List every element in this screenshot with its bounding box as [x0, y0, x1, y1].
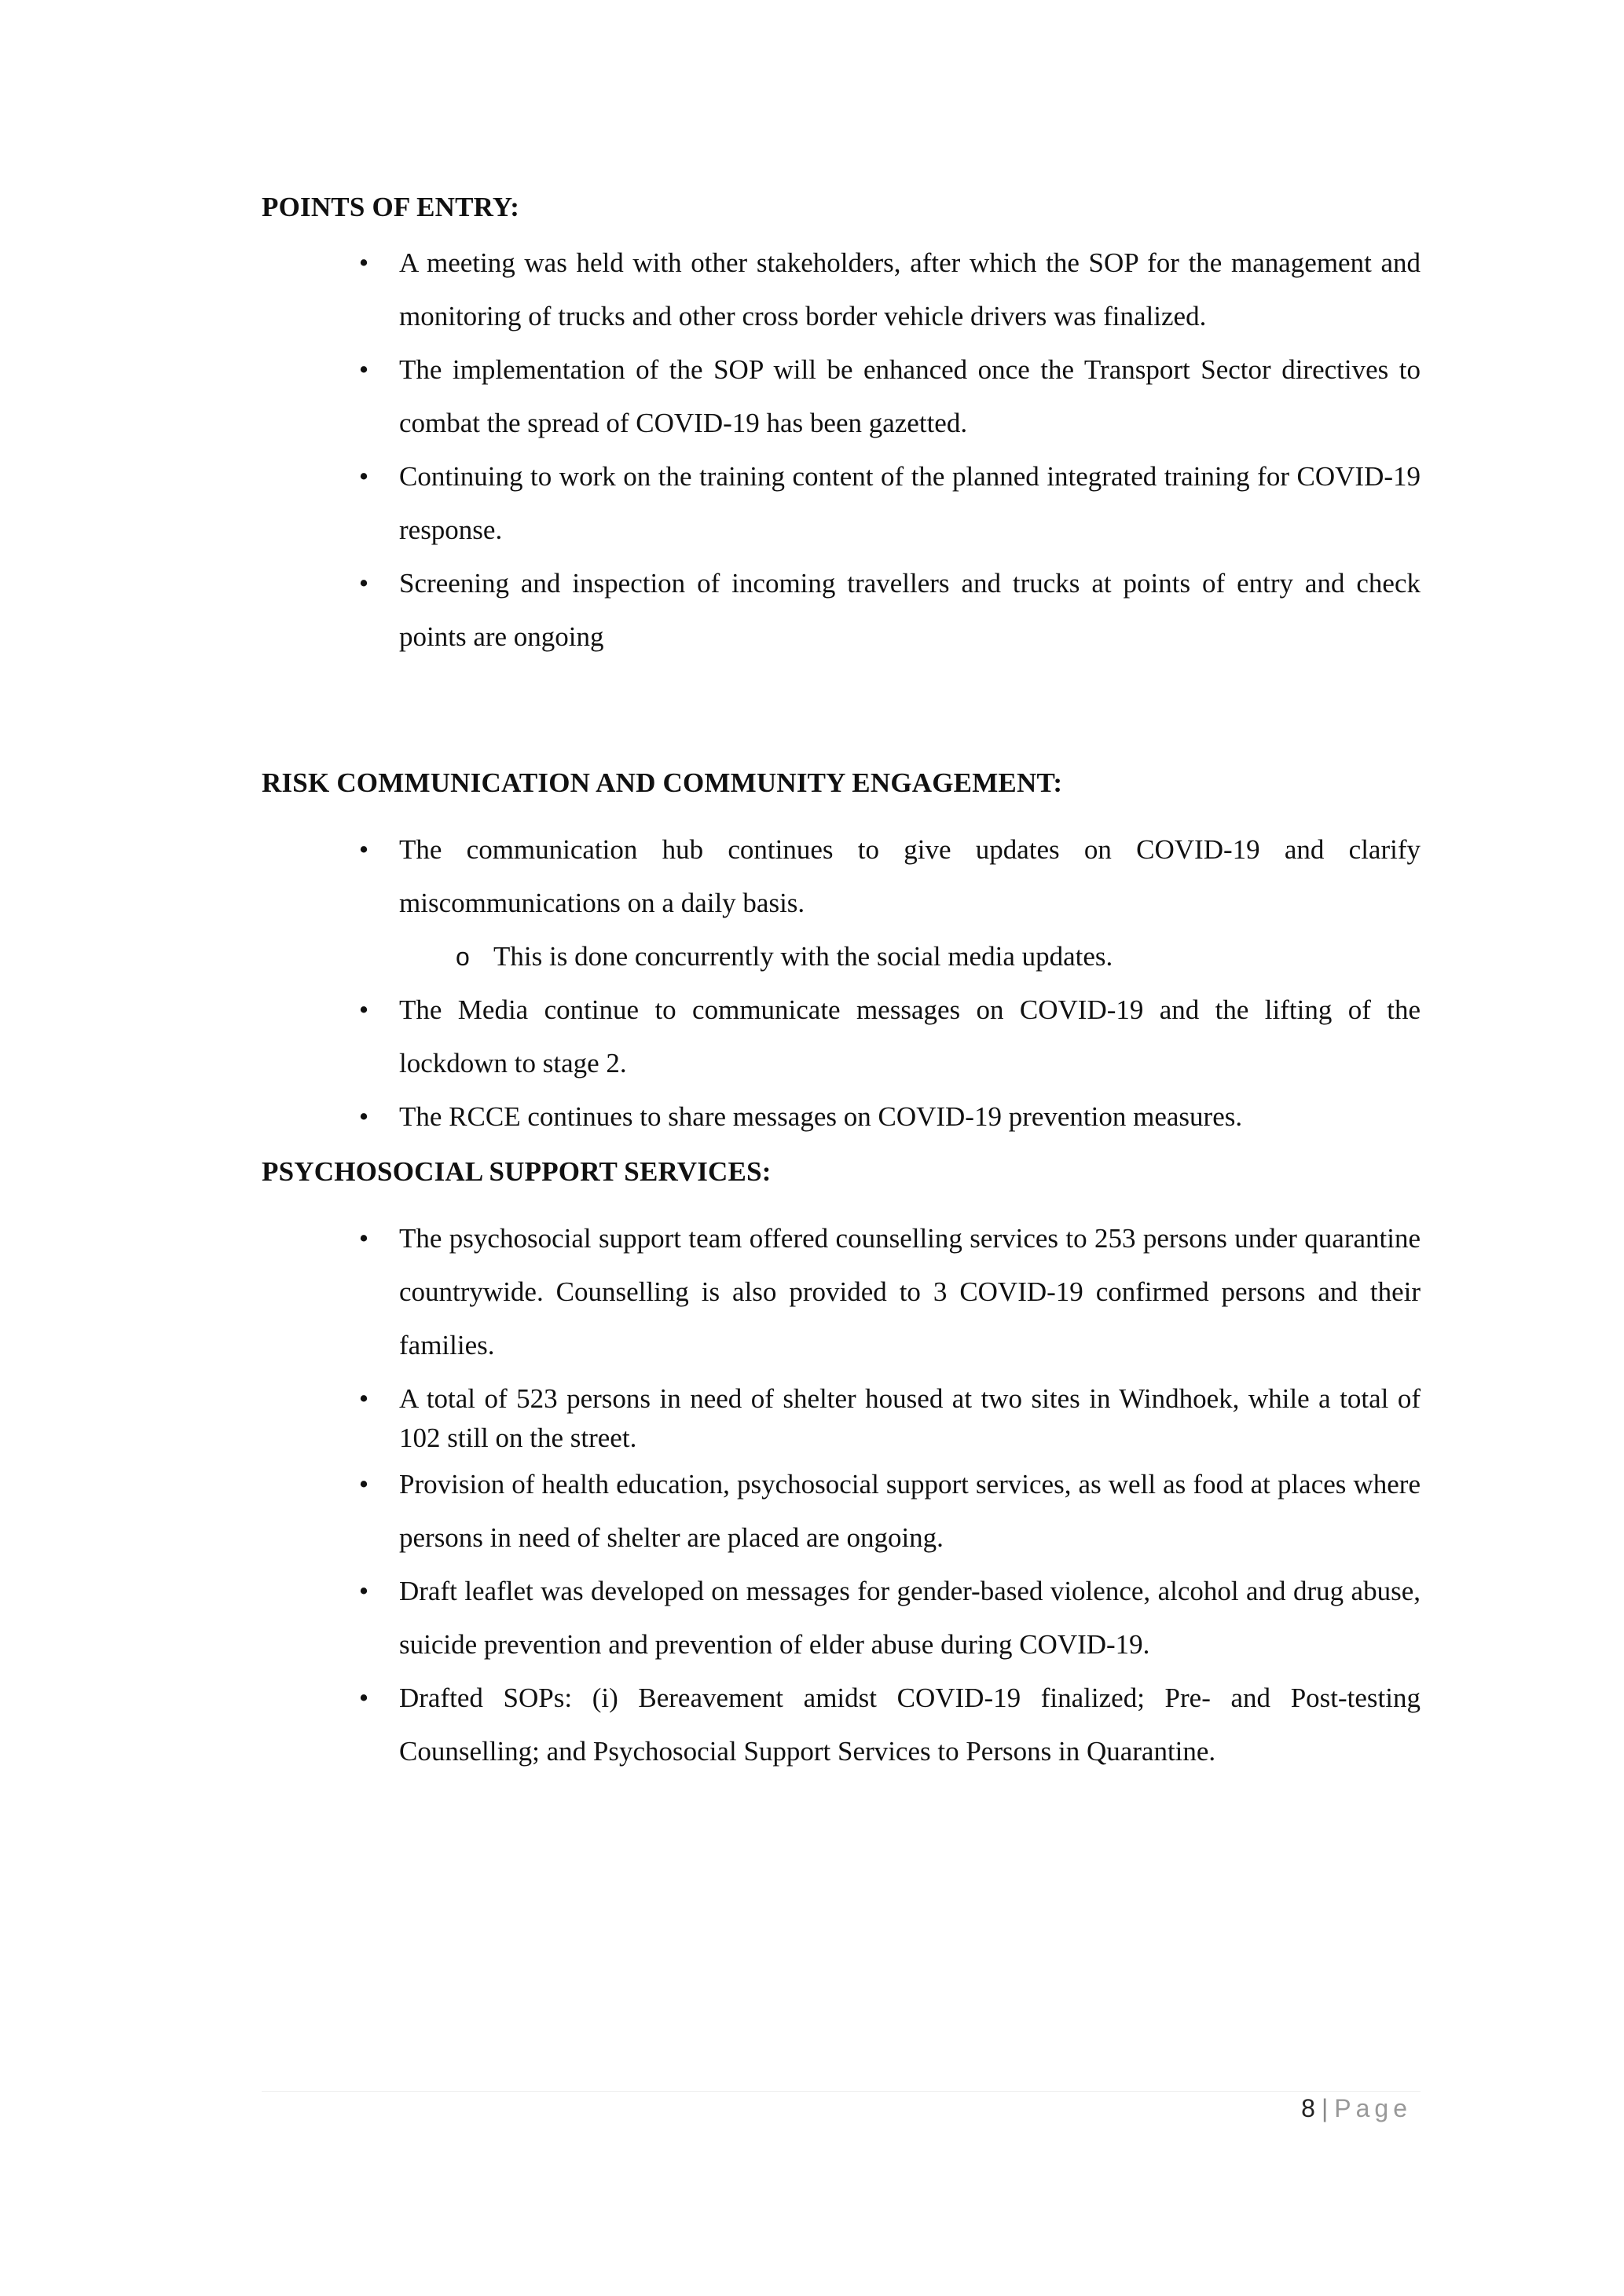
- bullet-icon: •: [358, 461, 369, 492]
- page-number: 8: [1301, 2094, 1315, 2122]
- bullet-icon: •: [358, 1223, 369, 1254]
- page-footer: [1301, 2094, 1412, 2123]
- hollow-bullet-icon: o: [456, 943, 470, 971]
- bullet-icon: •: [358, 247, 369, 278]
- bullet-icon: •: [358, 834, 369, 865]
- footer-divider: [262, 2091, 1421, 2092]
- section-heading-risk-communication: RISK COMMUNICATION AND COMMUNITY ENGAGEMENT:: [262, 767, 1063, 798]
- list-item-text: Draft leaflet was developed on messages for gender-based violence, alcohol and drug abuse, suicide prevention and prevention of elder abuse during COVID-19.: [399, 1576, 1421, 1660]
- list-item: [262, 823, 1421, 983]
- list-item-text: A meeting was held with other stakeholders, after which the SOP for the management and monitoring of trucks and other cross border vehicle drivers was finalized.: [399, 247, 1421, 331]
- list-item: [262, 1672, 1421, 1778]
- bullet-icon: •: [358, 1683, 369, 1713]
- bullet-icon: •: [358, 568, 369, 599]
- page-separator: |: [1321, 2094, 1329, 2122]
- sub-list-item: [399, 930, 1421, 983]
- list-item: [262, 236, 1421, 343]
- list-item-text: The implementation of the SOP will be enhanced once the Transport Sector directives to combat the spread of COVID-19 has been gazetted.: [399, 354, 1421, 438]
- list-item-text: The psychosocial support team offered counselling services to 253 persons under quarantine countrywide. Counselling is also provided to 3 COVID-19 confirmed persons and their families.: [399, 1223, 1421, 1360]
- section-heading-points-of-entry: POINTS OF ENTRY:: [262, 192, 520, 222]
- list-item-text: Continuing to work on the training content of the planned integrated training for COVID-19 response.: [399, 461, 1421, 545]
- list-item-text: Drafted SOPs: (i) Bereavement amidst COVID-19 finalized; Pre- and Post-testing Counselling; and Psychosocial Support Services to Persons in Quarantine.: [399, 1683, 1421, 1767]
- bullet-icon: •: [358, 994, 369, 1025]
- list-item: [262, 1090, 1421, 1144]
- list-item: [262, 1565, 1421, 1672]
- bullet-list-psychosocial-support: [262, 1212, 1421, 1778]
- bullet-icon: •: [358, 354, 369, 385]
- page-label: Page: [1334, 2094, 1412, 2122]
- list-item: [262, 450, 1421, 557]
- list-item: [262, 1379, 1421, 1458]
- list-item-text: The Media continue to communicate messages on COVID-19 and the lifting of the lockdown to stage 2.: [399, 994, 1421, 1078]
- section-heading-psychosocial-support: PSYCHOSOCIAL SUPPORT SERVICES:: [262, 1156, 772, 1187]
- list-item-text: Provision of health education, psychosocial support services, as well as food at places where persons in need of shelter are placed are ongoing.: [399, 1469, 1421, 1553]
- sub-list: [399, 930, 1421, 983]
- sub-list-item-text: This is done concurrently with the social media updates.: [493, 941, 1113, 972]
- bullet-list-points-of-entry: [262, 236, 1421, 664]
- list-item-text: A total of 523 persons in need of shelter housed at two sites in Windhoek, while a total of 102 still on the street.: [399, 1383, 1421, 1453]
- bullet-icon: •: [358, 1469, 369, 1500]
- list-item: [262, 1212, 1421, 1372]
- list-item: [262, 983, 1421, 1090]
- document-body: [262, 191, 1421, 1778]
- list-item-text: The communication hub continues to give updates on COVID-19 and clarify miscommunications on a daily basis.: [399, 834, 1421, 918]
- list-item: [262, 1458, 1421, 1565]
- list-item: [262, 343, 1421, 450]
- bullet-list-risk-communication: [262, 823, 1421, 1144]
- list-item-text: The RCCE continues to share messages on COVID-19 prevention measures.: [399, 1101, 1243, 1132]
- list-item-text: Screening and inspection of incoming travellers and trucks at points of entry and check points are ongoing: [399, 568, 1421, 652]
- bullet-icon: •: [358, 1101, 369, 1132]
- bullet-icon: •: [358, 1576, 369, 1606]
- bullet-icon: •: [358, 1383, 369, 1414]
- list-item: [262, 557, 1421, 664]
